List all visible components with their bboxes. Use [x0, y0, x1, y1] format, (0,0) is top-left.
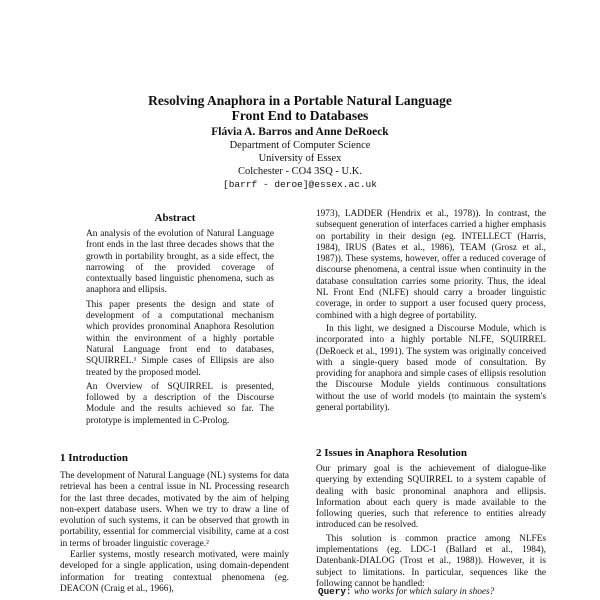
authors: Flávia A. Barros and Anne DeRoeck: [211, 126, 389, 138]
paper-title: [0, 93, 600, 123]
query-label: Query:: [318, 586, 352, 597]
query-example: [318, 586, 494, 597]
title-line-2: Front End to Databases: [231, 108, 369, 123]
right-column-body: [316, 209, 546, 414]
right-paragraph-2: In this light, we designed a Discourse Module, which is incorporated into a highly portable NLFE, SQUIRREL (DeRoeck et al., 1991). The system was originally conceived with a single-query based mode of consultation. By providing for anaphora and simple cases of ellipsis resolution the Discourse Module yields continuous consultations without the use of world models (to maintain the system's general portability).: [316, 323, 546, 414]
abstract-paragraph-2: This paper presents the design and state of development of a computational mechanism which provides pronominal Anaphora Resolution within the environment of a highly portable Natural Language front end to databases, SQUIRREL.¹ Simple cases of Ellipsis are also treated by the proposed model.: [86, 299, 274, 378]
affiliation: [0, 139, 600, 191]
section-2-heading: 2 Issues in Anaphora Resolution: [316, 447, 467, 459]
intro-heading: 1 Introduction: [60, 452, 128, 464]
department: Department of Computer Science: [229, 140, 371, 151]
abstract-paragraph-1: An analysis of the evolution of Natural Language front ends in the last three decades shows that the growth in portability brought, as a side effect, the narrowing of the provided coverage of contextually based linguistic phenomena, such as anaphora and ellipsis.: [86, 229, 274, 296]
intro-paragraph-2: Earlier systems, mostly research motivated, were mainly developed for a single application, using domain-dependent information for treating contextual phenomena (eg. DEACON (Craig et al., 1966),: [60, 550, 289, 594]
section-2-body: [316, 464, 546, 590]
abstract-heading: Abstract: [154, 212, 196, 224]
intro-paragraph-1: The development of Natural Language (NL) systems for data retrieval has been a central issue in NL Processing research for the last three decades, motivated by the aim of helping non-expert database users. When we try to draw a line of evolution of such systems, it can be observed that growth in portability, essential for commercial visibility, came at a cost in terms of broader linguistic coverage.²: [60, 471, 289, 549]
abstract-body: [86, 229, 274, 427]
query-text: who works for which salary in shoes?: [353, 587, 495, 597]
address: Colchester - CO4 3SQ - U.K.: [238, 166, 362, 177]
section-2-paragraph-1: Our primary goal is the achievement of dialogue-like querying by extending SQUIRREL to a system capable of dealing with basic pronominal anaphora and ellipsis. Information about each query is made available to the following queries, such that reference to entities already introduced can be resolved.: [316, 464, 546, 531]
section-2-paragraph-2: This solution is common practice among NLFEs implementations (eg. LDC-1 (Ballard et al., 1984), Datenbank-DIALOG (Trost et al., 1988)). However, it is subject to limitations. In particular, sequences like the following cannot be handled:: [316, 533, 546, 589]
abstract-paragraph-3: An Overview of SQUIRREL is presented, followed by a description of the Discourse Module and the results achieved so far. The prototype is implemented in C-Prolog.: [86, 381, 274, 426]
university: University of Essex: [258, 153, 342, 164]
right-paragraph-1: 1973), LADDER (Hendrix et al., 1978)). In contrast, the subsequent generation of interfaces carried a higher emphasis on portability in their design (eg. INTELLECT (Harris, 1984), IRUS (Bates et al., 1986), TEAM (Grosz et al., 1987)). These systems, however, offer a reduced coverage of discourse phenomena, a central issue when continuity in the database consultation carries some priority. Thus, the ideal NL Front End (NLFE) should carry a broader linguistic coverage, in order to support a user focused query process, combined with a high degree of portability.: [316, 209, 546, 321]
email: [barrf - deroe]@essex.ac.uk: [223, 179, 377, 190]
intro-body: [60, 471, 289, 595]
title-line-1: Resolving Anaphora in a Portable Natural Language: [148, 93, 452, 108]
